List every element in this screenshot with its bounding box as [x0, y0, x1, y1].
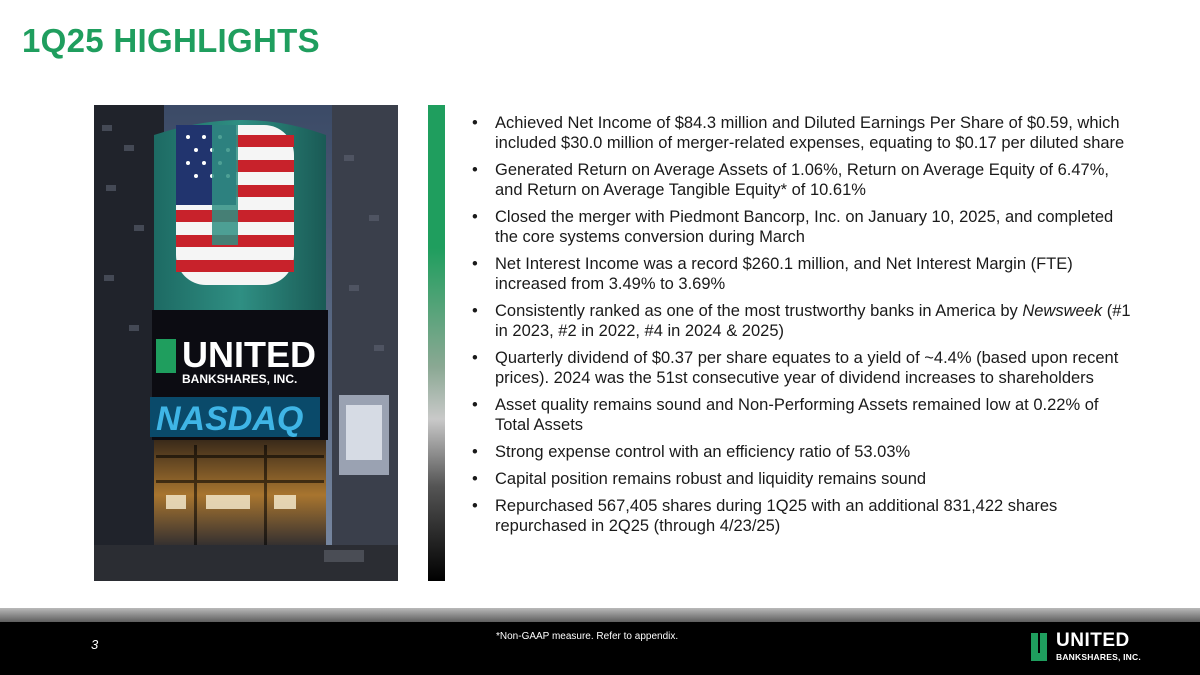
- highlight-net-income: • Achieved Net Income of $84.3 million and Diluted Earnings Per Share of $0.59, which included $30.0 million of merger-related expenses, equating to $0.17 per diluted share: [472, 114, 1125, 152]
- slide-title: 1Q25 HIGHLIGHTS: [22, 22, 320, 59]
- newsweek-italic: Newsweek: [1022, 302, 1103, 320]
- united-bankshares-logo: [1031, 632, 1151, 666]
- highlight-capital: • Capital position remains robust and liquidity remains sound: [472, 470, 927, 488]
- highlight-merger: • Closed the merger with Piedmont Bancorp, Inc. on January 10, 2025, and completed the core systems conversion during March: [472, 208, 1114, 246]
- bullet-dot: •: [472, 349, 478, 367]
- logo-subtitle: BANKSHARES, INC.: [1056, 652, 1141, 662]
- bullet-dot: •: [472, 255, 478, 273]
- footnote: *Non-GAAP measure. Refer to appendix.: [496, 631, 679, 642]
- highlight-trustworthy: • Consistently ranked as one of the most trustworthy banks in America by Newsweek (#1 in 2023, #2 in 2022, #4 in 2024 & 2025): [472, 302, 1131, 340]
- footer-gradient-band: [0, 608, 1200, 622]
- bullet-dot: •: [472, 443, 478, 461]
- highlight-repurchase: • Repurchased 567,405 shares during 1Q25 with an additional 831,422 shares repurchased in 2Q25 (through 4/23/25): [472, 497, 1058, 535]
- highlight-expense-control: • Strong expense control with an efficiency ratio of 53.03%: [472, 443, 911, 461]
- page-number: 3: [91, 637, 99, 652]
- bullet-dot: •: [472, 208, 478, 226]
- bullet-dot: •: [472, 470, 478, 488]
- accent-bar: [428, 105, 445, 581]
- sign-exchange-text: NASDAQ: [156, 400, 304, 438]
- highlights-list: [472, 113, 1132, 543]
- highlight-returns: • Generated Return on Average Assets of 1.06%, Return on Average Equity of 6.47%, and Return on Average Tangible Equity* of 10.61%: [472, 161, 1109, 199]
- united-u-logo-icon: [1031, 633, 1051, 661]
- nasdaq-tower-photo: [94, 105, 398, 581]
- highlight-dividend: • Quarterly dividend of $0.37 per share equates to a yield of ~4.4% (based upon recent prices). 2024 was the 51st consecutive year of dividend increases to shareholders: [472, 349, 1119, 387]
- bullet-dot: •: [472, 497, 478, 515]
- bullet-dot: •: [472, 302, 478, 320]
- bullet-dot: •: [472, 396, 478, 414]
- logo-name: UNITED: [1056, 630, 1130, 651]
- sign-brand-text: UNITED: [182, 334, 316, 375]
- bullet-dot: •: [472, 161, 478, 179]
- bullet-dot: •: [472, 114, 478, 132]
- highlight-asset-quality: • Asset quality remains sound and Non-Performing Assets remained low at 0.22% of Total Assets: [472, 396, 1099, 434]
- highlight-net-interest: • Net Interest Income was a record $260.1 million, and Net Interest Margin (FTE) increased from 3.49% to 3.69%: [472, 255, 1073, 293]
- footer-bar: [0, 622, 1200, 675]
- sign-sub-text: BANKSHARES, INC.: [182, 372, 298, 386]
